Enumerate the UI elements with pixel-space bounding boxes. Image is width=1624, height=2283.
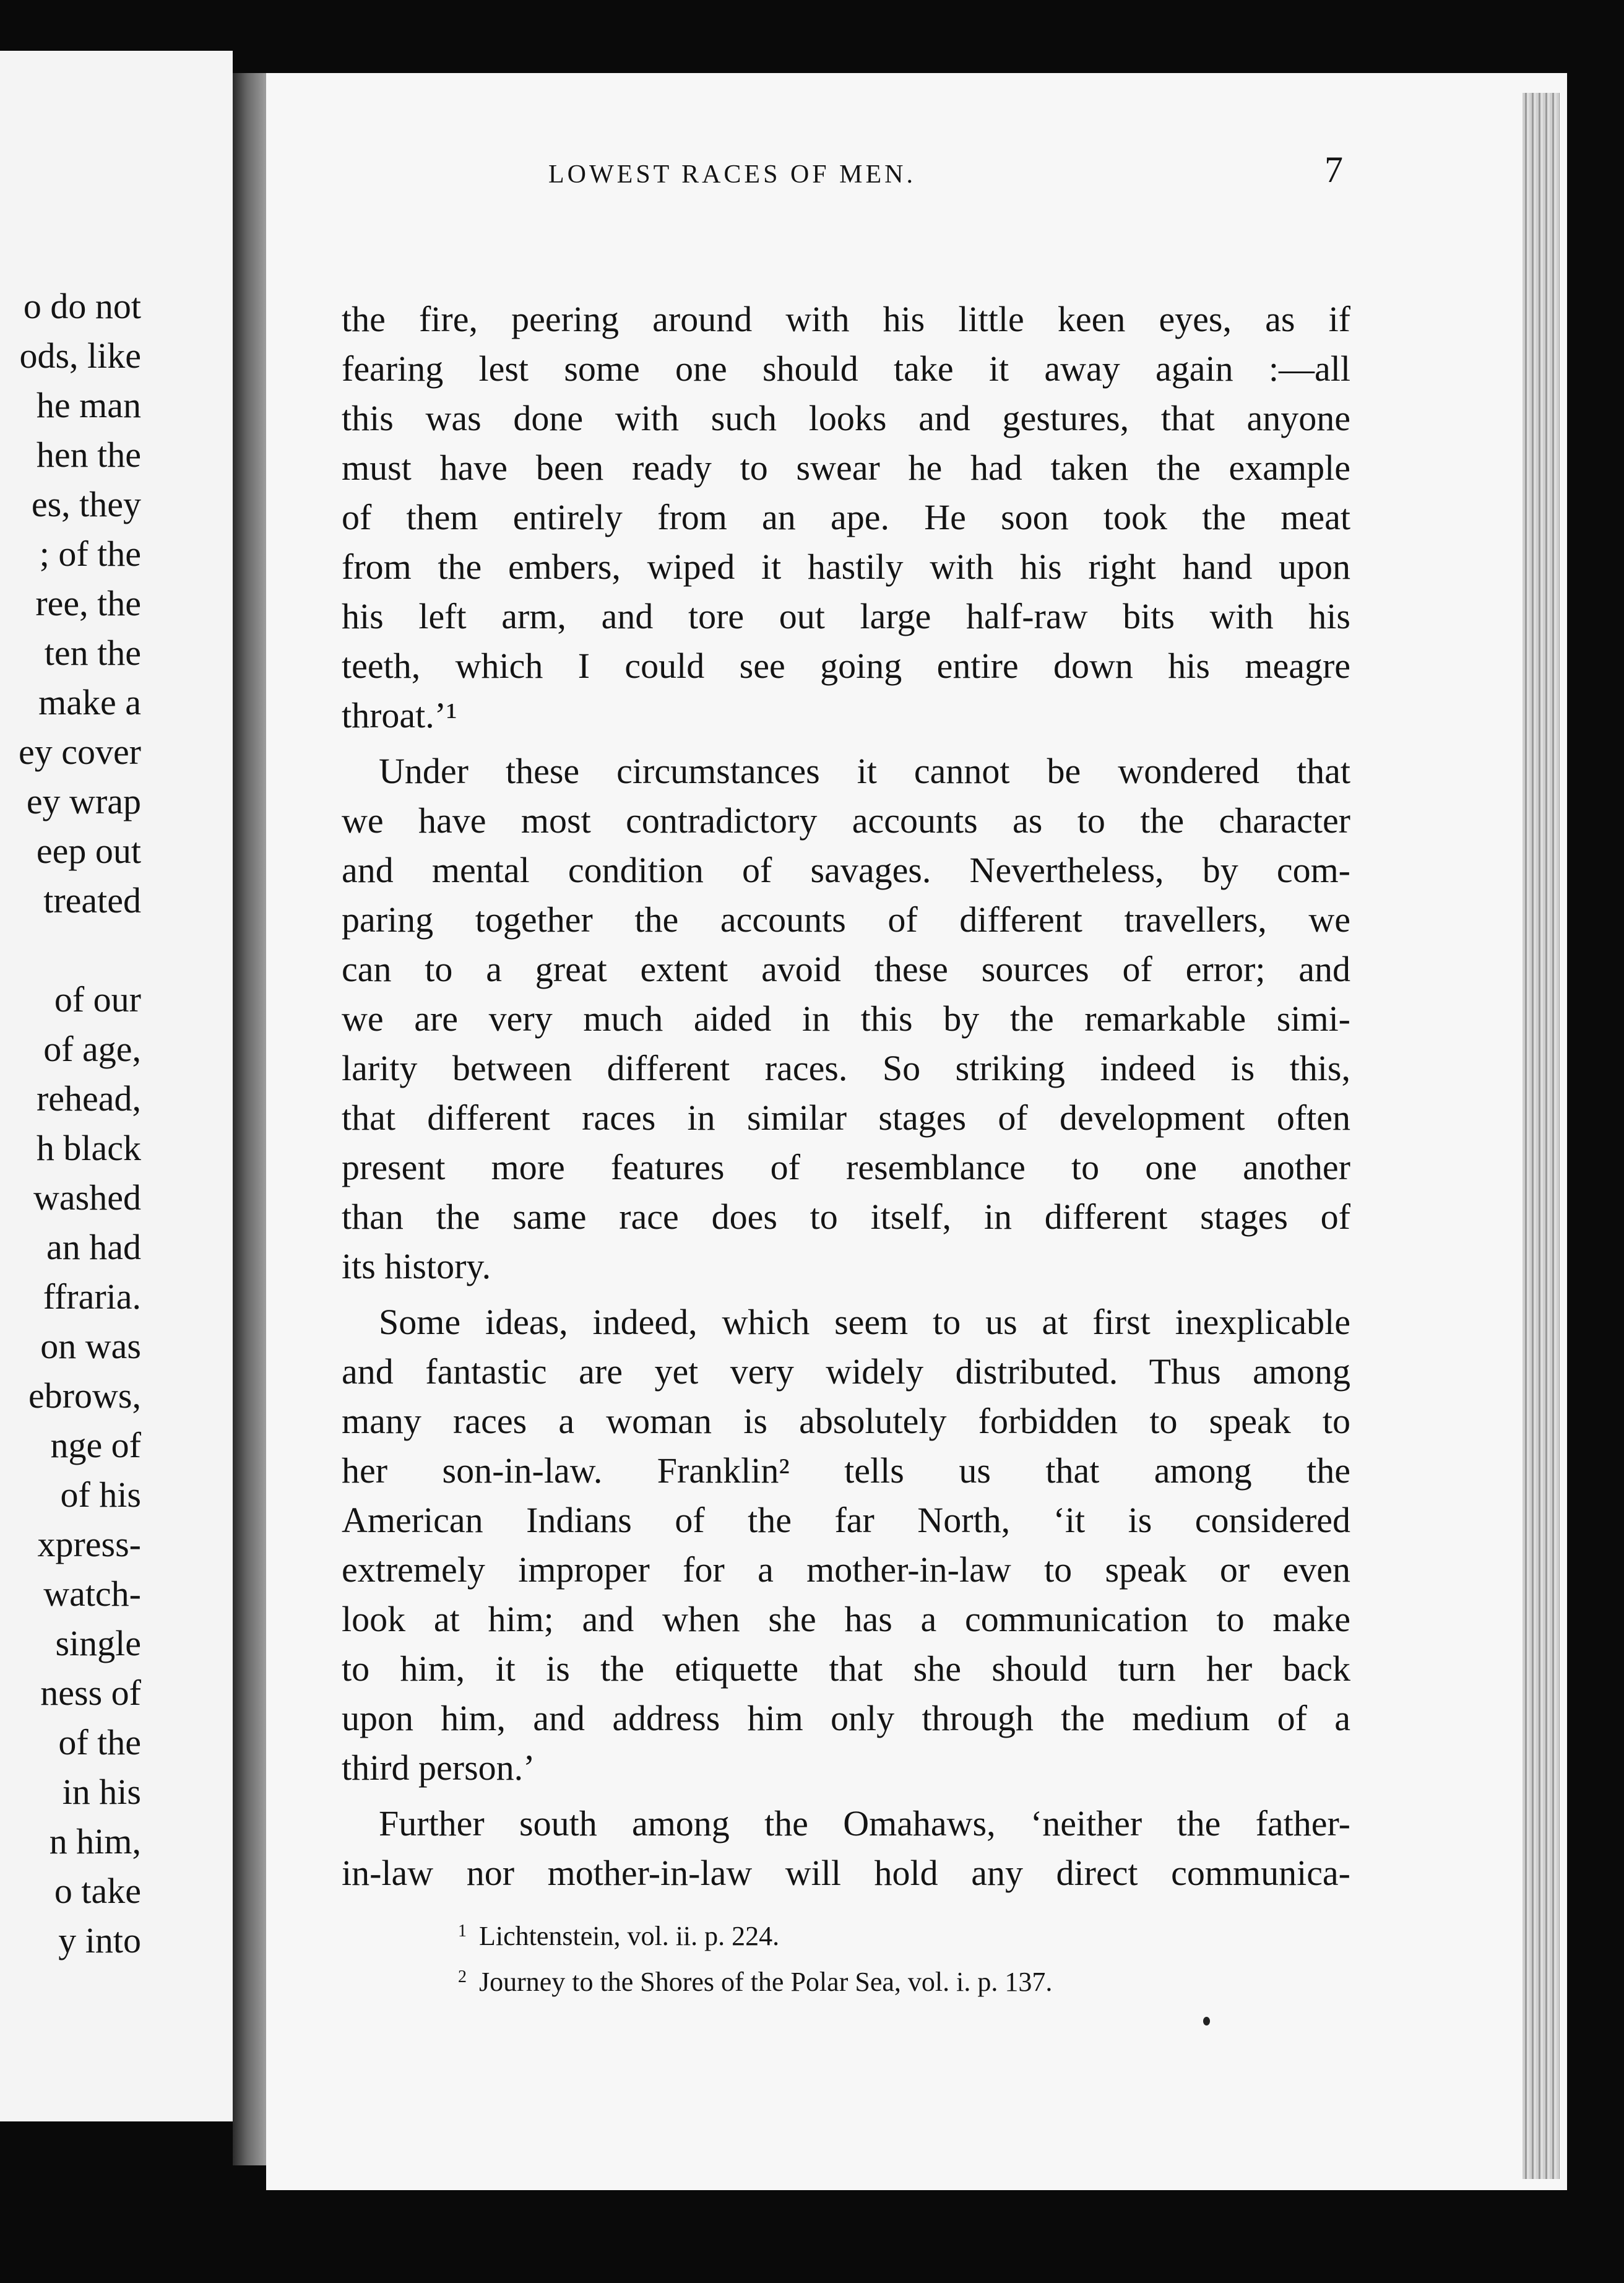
- body-line: upon him, and address him only through the medium of a: [342, 1698, 1350, 1738]
- left-page-line: xpress-: [37, 1524, 141, 1564]
- left-page-line: eep out: [36, 831, 141, 871]
- body-line: her son-in-law. Franklin² tells us that among the: [342, 1450, 1350, 1491]
- left-page-line: es, they: [31, 484, 141, 524]
- left-page-line: nge of: [50, 1425, 141, 1465]
- body-line: the fire, peering around with his little keen eyes, as if: [342, 299, 1350, 339]
- left-page-line: of his: [60, 1475, 141, 1515]
- left-page-line: ness of: [40, 1673, 141, 1713]
- left-page-line: ods, like: [19, 336, 141, 376]
- body-line: present more features of resemblance to one another: [342, 1147, 1350, 1187]
- body-line: that different races in similar stages of development often: [342, 1098, 1350, 1138]
- body-line: its history.: [342, 1246, 491, 1286]
- body-line: paring together the accounts of different travellers, we: [342, 899, 1350, 940]
- ink-speck: [1203, 2017, 1210, 2025]
- left-page: [0, 51, 233, 2121]
- left-page-line: watch-: [43, 1574, 141, 1614]
- running-head: LOWEST RACES OF MEN.: [548, 160, 916, 189]
- left-page-line: in his: [62, 1772, 141, 1812]
- left-page-line: single: [55, 1623, 141, 1663]
- body-line: and fantastic are yet very widely distributed. Thus among: [342, 1351, 1350, 1392]
- body-line: we have most contradictory accounts as to the character: [342, 800, 1350, 841]
- footnote: [458, 1920, 779, 1952]
- left-page-line: make a: [38, 682, 141, 722]
- footnote-marker: 2: [458, 1967, 467, 1986]
- body-line: many races a woman is absolutely forbidden to speak to: [342, 1401, 1350, 1441]
- body-line: look at him; and when she has a communication to make: [342, 1599, 1350, 1639]
- left-page-line: of age,: [43, 1029, 141, 1069]
- body-line: from the embers, wiped it hastily with his right hand upon: [342, 547, 1350, 587]
- body-line: third person.’: [342, 1748, 535, 1788]
- footnote: [458, 1966, 1052, 1998]
- left-page-line: o take: [54, 1871, 141, 1911]
- body-line: throat.’¹: [342, 695, 457, 735]
- left-page-line: ; of the: [39, 534, 141, 574]
- footnote-text: Lichtenstein, vol. ii. p. 224.: [479, 1921, 780, 1951]
- body-line: teeth, which I could see going entire down his meagre: [342, 646, 1350, 686]
- left-page-line: hen the: [36, 435, 141, 475]
- left-page-line: ey cover: [18, 732, 141, 772]
- body-line: this was done with such looks and gestures, that anyone: [342, 398, 1350, 438]
- left-page-line: of the: [58, 1722, 141, 1762]
- body-line: larity between different races. So striking indeed is this,: [342, 1048, 1350, 1088]
- body-line: Under these circumstances it cannot be wondered that: [379, 751, 1350, 791]
- left-page-line: an had: [46, 1227, 141, 1267]
- page-number: 7: [1324, 149, 1343, 190]
- left-page-line: o do not: [23, 286, 141, 326]
- footnote-marker: 1: [458, 1921, 467, 1941]
- page-edge-stack: [1522, 93, 1560, 2179]
- left-page-line: treated: [43, 880, 141, 921]
- body-line: fearing lest some one should take it away again :—all: [342, 349, 1350, 389]
- footnote-text: Journey to the Shores of the Polar Sea, vol. i. p. 137.: [479, 1967, 1053, 1997]
- body-line: his left arm, and tore out large half-raw bits with his: [342, 596, 1350, 636]
- left-page-line: he man: [36, 385, 141, 425]
- body-line: than the same race does to itself, in different stages of: [342, 1197, 1350, 1237]
- body-line: and mental condition of savages. Nevertheless, by com-: [342, 850, 1350, 890]
- left-page-line: of our: [54, 979, 141, 1020]
- body-line: American Indians of the far North, ‘it is considered: [342, 1500, 1350, 1540]
- body-line: we are very much aided in this by the remarkable simi-: [342, 999, 1350, 1039]
- left-page-line: ten the: [44, 633, 141, 673]
- left-page-line: n him,: [49, 1821, 141, 1861]
- left-page-line: ree, the: [35, 583, 141, 623]
- left-page-line: ey wrap: [26, 781, 141, 821]
- body-line: Some ideas, indeed, which seem to us at first inexplicable: [379, 1302, 1350, 1342]
- left-page-line: rehead,: [36, 1078, 141, 1119]
- left-page-line: washed: [33, 1177, 141, 1218]
- body-line: Further south among the Omahaws, ‘neither the father-: [379, 1803, 1350, 1843]
- body-line: extremely improper for a mother-in-law to speak or even: [342, 1549, 1350, 1590]
- left-page-line: ebrows,: [28, 1375, 141, 1416]
- left-page-line: h black: [36, 1128, 141, 1168]
- left-page-line: y into: [58, 1920, 141, 1960]
- body-line: must have been ready to swear he had taken the example: [342, 448, 1350, 488]
- left-page-line: ffraria.: [43, 1276, 141, 1317]
- left-page-line: on was: [40, 1326, 141, 1366]
- body-line: can to a great extent avoid these sources of error; and: [342, 949, 1350, 989]
- body-line: in-law nor mother-in-law will hold any direct communica-: [342, 1853, 1350, 1893]
- body-line: to him, it is the etiquette that she should turn her back: [342, 1648, 1350, 1689]
- body-line: of them entirely from an ape. He soon took the meat: [342, 497, 1350, 537]
